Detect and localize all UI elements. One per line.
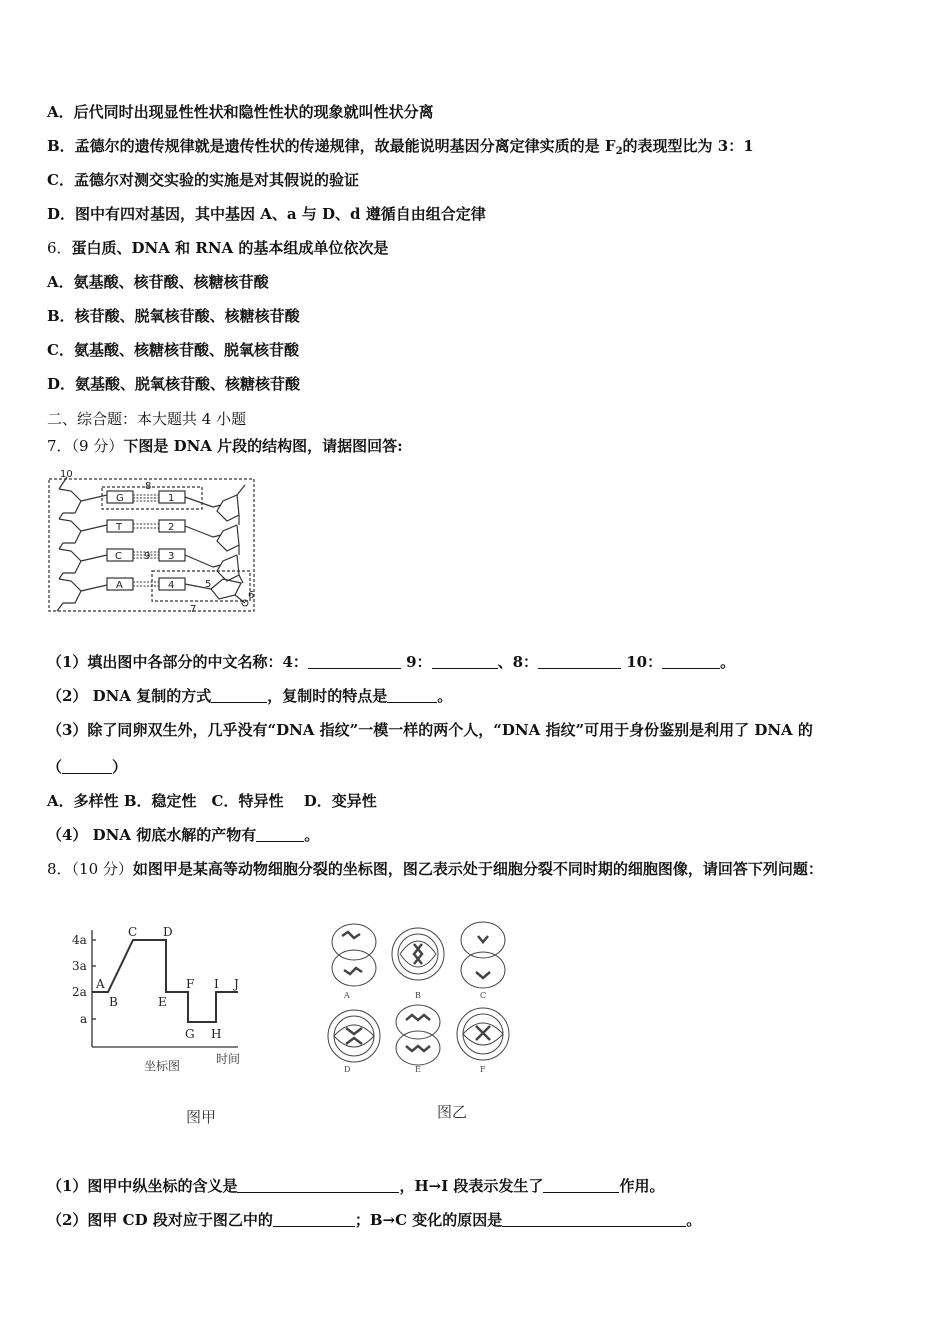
q5-option-b-text-end: 的表现型比为 3：1 [622,137,754,155]
y-tick-a: a [80,1012,88,1026]
q8-number: 8．（10 分） [47,860,133,878]
point-d: D [163,925,173,939]
cell-d [328,1010,380,1062]
cell-e [396,1005,440,1065]
point-g: G [185,1027,195,1041]
q7-sub3-paren-open: （ [47,758,63,776]
q5-option-c: C．孟德尔对测交实验的实施是对其假说的验证 [47,171,359,189]
q7-stem-text: 下图是 DNA 片段的结构图，请据图回答: [123,437,403,455]
section-heading: 二、综合题：本大题共 4 小题 [47,410,247,428]
point-h: H [211,1027,222,1041]
label-7: 7 [190,604,197,615]
cell-label-f: F [480,1065,486,1074]
q7-sub4-end: 。 [304,826,320,844]
blank-dna-fingerprint[interactable] [62,759,112,774]
cell-label-b: B [415,991,421,1000]
q8-stem-text: 如图甲是某高等动物细胞分裂的坐标图，图乙表示处于细胞分裂不同时期的细胞图像，请回答下列问题： [132,860,823,878]
q7-sub4-text: （4） DNA 彻底水解的产物有 [47,826,257,844]
q8-sub2 [47,1210,701,1230]
blank-10[interactable] [662,654,720,669]
label-3: 3 [168,551,175,562]
cell-f [457,1008,509,1060]
q7-sub2 [47,686,452,706]
blank-4[interactable] [308,654,401,669]
label-2: 2 [168,522,175,533]
point-f: F [186,977,195,991]
point-b: B [109,995,118,1009]
label-c: C [115,551,122,562]
q7-sub2-end: 。 [437,687,453,705]
y-tick-3a: 3a [72,959,87,973]
cell-c [461,922,505,988]
q7-sub3-answer [47,757,127,777]
caption-yi: 图乙 [437,1103,468,1121]
q6-stem-text: 蛋白质、DNA 和 RNA 的基本组成单位依次是 [71,239,389,257]
cell-division-graph [68,920,258,1075]
blank-hydrolysis-products[interactable] [256,827,304,842]
q7-sub2-text-b: ，复制时的特点是 [267,687,388,705]
q7-sub3-paren-close: ） [112,758,128,776]
label-a: A [116,580,123,591]
label-9: 9 [144,551,151,562]
blank-replication-feature[interactable] [387,688,437,703]
blank-8[interactable] [538,654,621,669]
q7-sub1-end: 。 [720,653,736,671]
q8-sub1-text-b: ，H→I 段表示发生了 [399,1177,544,1195]
q8-sub1 [47,1176,664,1196]
q7-sub4 [47,825,319,845]
box-7 [152,571,250,601]
cell-images [320,918,520,1078]
cell-label-d: D [344,1065,351,1074]
q8-sub2-text: （2）图甲 CD 段对应于图乙中的 [47,1211,273,1229]
q6-option-d: D．氨基酸、脱氧核苷酸、核糖核苷酸 [47,375,301,393]
q7-stem [47,436,403,456]
q5-option-d: D．图中有四对基因，其中基因 A、a 与 D、d 遵循自由组合定律 [47,205,486,223]
q7-sub1 [47,652,735,672]
blank-hi-process[interactable] [543,1178,619,1193]
label-10: 10 [60,469,73,480]
q8-sub1-text: （1）图甲中纵坐标的含义是 [47,1177,238,1195]
label-5: 5 [205,579,212,590]
cell-label-a: A [344,991,350,1000]
graph-inner-label: 坐标图 [144,1059,181,1073]
q7-sub1-text-8: 、8： [497,653,538,671]
caption-jia: 图甲 [186,1108,217,1126]
cell-label-e: E [415,1065,421,1074]
cell-a [332,924,376,986]
y-tick-2a: 2a [72,985,87,999]
blank-bc-reason[interactable] [502,1212,686,1227]
q6-option-a: A．氨基酸、核苷酸、核糖核苷酸 [47,273,269,291]
label-6: 6 [248,590,255,601]
q8-sub1-end: 作用。 [619,1177,665,1195]
q8-stem [47,859,823,879]
label-1: 1 [168,493,175,504]
q6-stem [47,238,388,258]
q6-option-b: B．核苷酸、脱氧核苷酸、核糖核苷酸 [47,307,300,325]
blank-replication-mode[interactable] [211,688,267,703]
q8-sub2-text-b: ；B→C 变化的原因是 [354,1211,503,1229]
x-axis-label: 时间 [216,1052,241,1066]
label-t: T [116,522,123,533]
q7-sub3: （3）除了同卵双生外，几乎没有“DNA 指纹”一模一样的两个人，“DNA 指纹”可用于身份鉴别是利用了 DNA 的 [47,721,813,739]
point-c: C [128,925,138,939]
q7-sub1-text: （1）填出图中各部分的中文名称：4： [47,653,308,671]
label-8: 8 [145,481,152,492]
dna-structure-diagram [45,465,260,615]
q6-option-c: C．氨基酸、核糖核苷酸、脱氧核苷酸 [47,341,299,359]
point-i: I [214,977,219,991]
point-a: A [96,977,105,991]
q7-sub3-options: A．多样性 B．稳定性 C．特异性 D．变异性 [47,792,377,810]
q7-sub1-text-10: 10： [621,653,663,671]
q5-option-a: A．后代同时出现显性性状和隐性性状的现象就叫性状分离 [47,103,434,121]
blank-vertical-axis[interactable] [237,1178,399,1193]
q7-sub2-text: （2） DNA 复制的方式 [47,687,212,705]
label-4: 4 [168,580,175,591]
y-tick-4a: 4a [72,933,87,947]
cell-label-c: C [480,991,487,1000]
cell-b [392,928,444,980]
point-e: E [158,995,167,1009]
blank-cd-cells[interactable] [273,1212,355,1227]
q7-number: 7．（9 分） [47,437,124,455]
q7-sub1-text-9: 9： [400,653,432,671]
q8-sub2-end: 。 [686,1211,702,1229]
q6-number: 6． [47,239,72,257]
point-j: J [234,977,239,991]
q5-option-b [47,136,754,162]
q5-option-b-text: B．孟德尔的遗传规律就是遗传性状的传递规律，故最能说明基因分离定律实质的是 F [47,137,616,155]
q5-option-b-subscript: 2 [615,146,623,157]
blank-9[interactable] [432,654,498,669]
label-g: G [116,493,124,504]
